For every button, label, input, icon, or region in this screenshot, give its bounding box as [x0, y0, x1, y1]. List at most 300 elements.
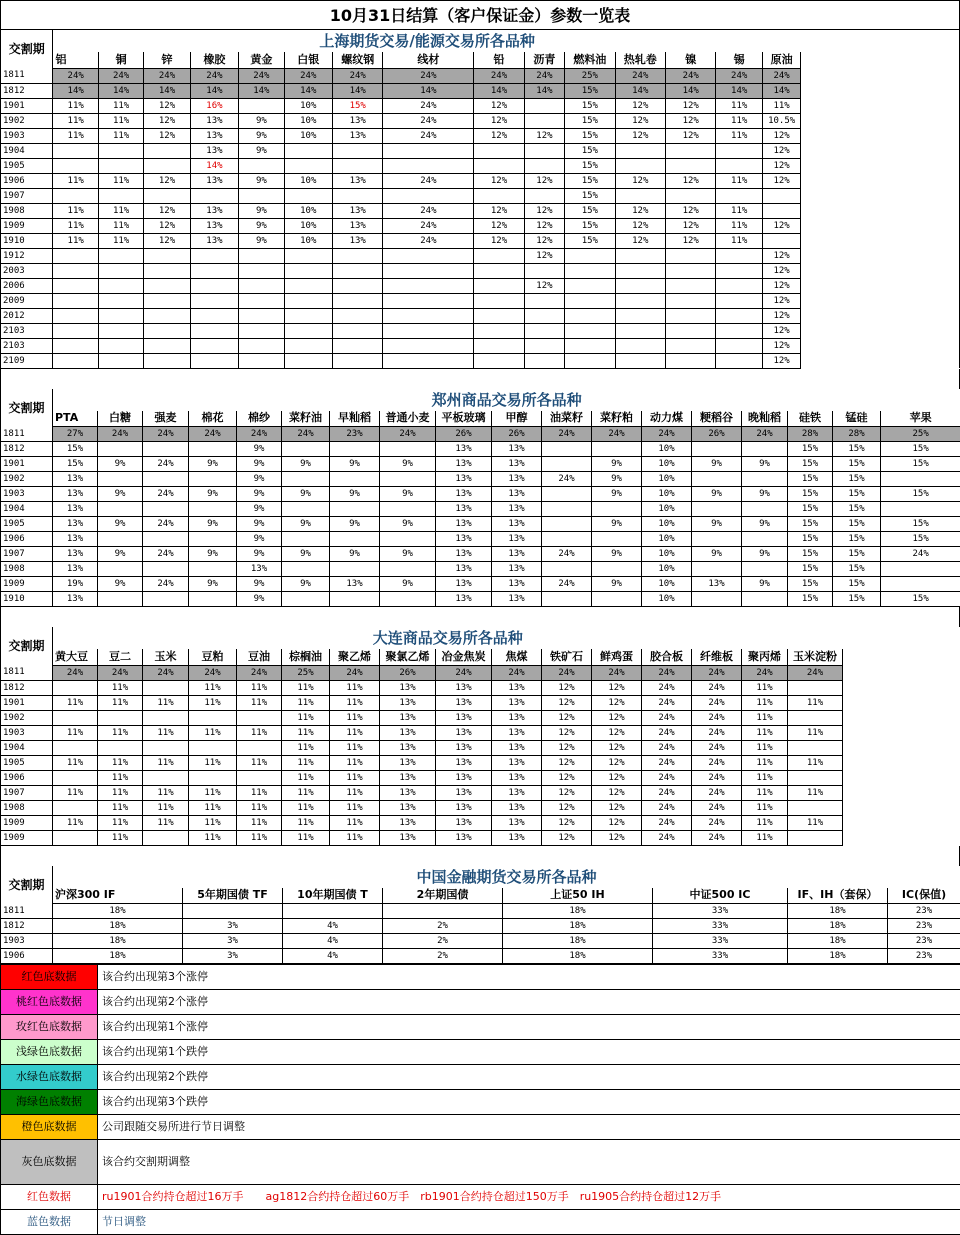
- shfe-col-header: 铅: [474, 52, 524, 68]
- margin-cell: 13%: [436, 577, 492, 592]
- margin-cell: 12%: [144, 203, 190, 218]
- period-cell: 1905: [1, 517, 53, 532]
- margin-cell: 13%: [492, 562, 542, 577]
- margin-cell: 13%: [492, 830, 542, 845]
- margin-cell: 12%: [474, 98, 524, 113]
- margin-cell: 24%: [788, 665, 843, 680]
- margin-cell: 33%: [653, 949, 788, 964]
- margin-cell: 15%: [881, 442, 960, 457]
- margin-cell: 24%: [383, 203, 474, 218]
- margin-cell: 12%: [474, 203, 524, 218]
- margin-cell: [380, 472, 436, 487]
- cffex-table: [0, 866, 960, 965]
- period-cell: 1907: [1, 188, 53, 203]
- margin-cell: [716, 338, 762, 353]
- margin-cell: [383, 188, 474, 203]
- margin-cell: 9%: [282, 547, 330, 562]
- margin-cell: 11%: [189, 725, 237, 740]
- margin-cell: [53, 308, 98, 323]
- margin-cell: [239, 293, 284, 308]
- table-row: [1, 203, 960, 218]
- legend-row: [1, 965, 960, 990]
- margin-cell: 13%: [190, 173, 238, 188]
- table-row: [1, 517, 960, 532]
- margin-cell: 12%: [762, 323, 800, 338]
- margin-cell: 24%: [692, 785, 742, 800]
- margin-cell: [98, 143, 143, 158]
- margin-cell: 24%: [98, 427, 143, 442]
- margin-cell: [592, 442, 642, 457]
- margin-cell: [524, 353, 564, 368]
- margin-cell: [565, 353, 615, 368]
- margin-cell: 11%: [98, 128, 143, 143]
- period-cell: 1902: [1, 113, 53, 128]
- margin-cell: 24%: [239, 68, 284, 83]
- margin-cell: [383, 904, 503, 919]
- margin-cell: [282, 532, 330, 547]
- shfe-col-header: 镍: [666, 52, 716, 68]
- margin-cell: 24%: [383, 218, 474, 233]
- margin-cell: [333, 293, 383, 308]
- margin-cell: 33%: [653, 934, 788, 949]
- margin-cell: [333, 158, 383, 173]
- period-cell: 1811: [1, 427, 53, 442]
- margin-cell: 11%: [143, 815, 189, 830]
- margin-cell: 11%: [282, 755, 330, 770]
- czce-header-row: [1, 411, 960, 427]
- margin-cell: [383, 158, 474, 173]
- margin-cell: 10%: [642, 577, 692, 592]
- dce-col-header: 铁矿石: [542, 649, 592, 665]
- margin-cell: 9%: [189, 547, 237, 562]
- margin-cell: [98, 248, 143, 263]
- margin-cell: 18%: [53, 904, 183, 919]
- period-cell: 1812: [1, 680, 53, 695]
- margin-cell: 9%: [237, 457, 282, 472]
- margin-cell: [742, 442, 788, 457]
- margin-cell: [333, 323, 383, 338]
- cffex-col-header: 10年期国债 T: [283, 888, 383, 904]
- margin-cell: [692, 472, 742, 487]
- margin-cell: [524, 158, 564, 173]
- margin-cell: [474, 143, 524, 158]
- period-cell: 1906: [1, 949, 53, 964]
- margin-cell: 11%: [282, 770, 330, 785]
- margin-cell: 13%: [380, 695, 436, 710]
- margin-cell: 13%: [436, 442, 492, 457]
- margin-cell: [53, 278, 98, 293]
- margin-cell: 24%: [333, 68, 383, 83]
- margin-cell: 24%: [380, 427, 436, 442]
- margin-cell: 13%: [53, 517, 98, 532]
- czce-title: 郑州商品交易所各品种: [53, 389, 960, 411]
- margin-cell: 14%: [53, 83, 98, 98]
- dce-col-header: 玉米淀粉: [788, 649, 843, 665]
- margin-cell: [742, 532, 788, 547]
- dce-header-row: [1, 649, 960, 665]
- margin-cell: 13%: [492, 577, 542, 592]
- period-cell: 1908: [1, 562, 53, 577]
- margin-cell: [474, 263, 524, 278]
- margin-cell: 15%: [333, 98, 383, 113]
- margin-cell: 24%: [189, 427, 237, 442]
- margin-cell: 10%: [284, 218, 332, 233]
- legend-row: [1, 1040, 960, 1065]
- section-gap: [0, 369, 960, 389]
- margin-cell: 13%: [330, 577, 380, 592]
- margin-cell: 11%: [742, 815, 788, 830]
- margin-cell: [565, 293, 615, 308]
- margin-cell: 19%: [53, 577, 98, 592]
- margin-cell: 24%: [615, 68, 665, 83]
- margin-cell: [144, 188, 190, 203]
- margin-cell: 11%: [330, 710, 380, 725]
- margin-cell: 12%: [592, 800, 642, 815]
- table-row: [1, 830, 960, 845]
- margin-cell: 9%: [330, 517, 380, 532]
- margin-cell: 24%: [143, 577, 189, 592]
- margin-cell: [383, 293, 474, 308]
- margin-cell: 24%: [642, 740, 692, 755]
- margin-cell: [716, 293, 762, 308]
- margin-cell: 12%: [762, 158, 800, 173]
- margin-cell: [330, 472, 380, 487]
- margin-cell: 9%: [239, 218, 284, 233]
- margin-cell: 4%: [283, 949, 383, 964]
- margin-cell: 24%: [642, 800, 692, 815]
- margin-cell: 4%: [283, 934, 383, 949]
- margin-cell: 11%: [53, 113, 98, 128]
- margin-cell: 14%: [716, 83, 762, 98]
- margin-cell: 13%: [190, 218, 238, 233]
- margin-cell: [53, 143, 98, 158]
- margin-cell: [53, 353, 98, 368]
- margin-cell: 13%: [436, 695, 492, 710]
- margin-cell: 15%: [53, 457, 98, 472]
- period-cell: 2009: [1, 293, 53, 308]
- margin-cell: 11%: [143, 725, 189, 740]
- dce-col-header: 聚氯乙烯: [380, 649, 436, 665]
- margin-cell: 26%: [380, 665, 436, 680]
- margin-cell: [98, 263, 143, 278]
- margin-cell: 11%: [189, 800, 237, 815]
- table-row: [1, 665, 960, 680]
- margin-cell: 12%: [542, 770, 592, 785]
- margin-cell: 9%: [239, 173, 284, 188]
- legend-swatch: 海绿色底数据: [1, 1090, 98, 1115]
- period-cell: 1903: [1, 487, 53, 502]
- margin-cell: [284, 338, 332, 353]
- legend-table: [0, 964, 960, 1235]
- margin-cell: [53, 188, 98, 203]
- margin-cell: 24%: [692, 830, 742, 845]
- margin-cell: [716, 278, 762, 293]
- margin-cell: [380, 592, 436, 607]
- margin-cell: [143, 740, 189, 755]
- margin-cell: [284, 353, 332, 368]
- margin-cell: 15%: [53, 442, 98, 457]
- margin-cell: [615, 248, 665, 263]
- margin-cell: 9%: [592, 487, 642, 502]
- legend-description: 该合约出现第2个跌停: [98, 1065, 960, 1090]
- margin-cell: 13%: [492, 680, 542, 695]
- period-cell: 1907: [1, 785, 53, 800]
- margin-cell: 12%: [666, 218, 716, 233]
- legend-description: ru1901合约持仓超过16万手 ag1812合约持仓超过60万手 rb1901合约持仓超过150万手 ru1905合约持仓超过12万手: [98, 1185, 960, 1210]
- margin-cell: 11%: [330, 785, 380, 800]
- dce-col-header: 纤维板: [692, 649, 742, 665]
- margin-cell: [383, 338, 474, 353]
- period-cell: 1812: [1, 442, 53, 457]
- shfe-title: 上海期货交易/能源交易所各品种: [53, 30, 801, 52]
- margin-cell: [333, 263, 383, 278]
- margin-cell: 11%: [53, 725, 98, 740]
- margin-cell: 24%: [716, 68, 762, 83]
- margin-cell: [716, 323, 762, 338]
- czce-col-header: 苹果: [881, 411, 960, 427]
- margin-cell: 12%: [542, 800, 592, 815]
- margin-cell: [98, 472, 143, 487]
- margin-cell: 12%: [524, 203, 564, 218]
- margin-cell: 11%: [143, 800, 189, 815]
- margin-cell: [762, 188, 800, 203]
- margin-cell: [716, 188, 762, 203]
- margin-cell: 15%: [881, 592, 960, 607]
- margin-cell: 24%: [383, 128, 474, 143]
- margin-cell: 12%: [144, 173, 190, 188]
- margin-cell: [565, 323, 615, 338]
- margin-cell: 13%: [333, 113, 383, 128]
- table-row: [1, 143, 960, 158]
- margin-cell: 9%: [237, 487, 282, 502]
- margin-cell: 2%: [383, 934, 503, 949]
- legend-row: [1, 1115, 960, 1140]
- margin-cell: 13%: [53, 472, 98, 487]
- margin-cell: [143, 532, 189, 547]
- margin-cell: 13%: [436, 785, 492, 800]
- margin-cell: 12%: [524, 248, 564, 263]
- margin-cell: 24%: [692, 695, 742, 710]
- margin-cell: [565, 338, 615, 353]
- period-cell: 1907: [1, 547, 53, 562]
- margin-cell: 11%: [53, 785, 98, 800]
- legend-row: [1, 1065, 960, 1090]
- margin-cell: [239, 188, 284, 203]
- margin-cell: 13%: [53, 487, 98, 502]
- margin-cell: 11%: [237, 785, 282, 800]
- margin-cell: [666, 308, 716, 323]
- margin-cell: 13%: [436, 800, 492, 815]
- margin-cell: 11%: [330, 800, 380, 815]
- period-cell: 1910: [1, 233, 53, 248]
- margin-cell: 10%: [642, 562, 692, 577]
- margin-cell: [542, 532, 592, 547]
- margin-cell: [333, 308, 383, 323]
- margin-cell: [592, 532, 642, 547]
- margin-cell: 13%: [492, 442, 542, 457]
- margin-cell: [666, 143, 716, 158]
- margin-cell: [524, 308, 564, 323]
- margin-cell: [143, 680, 189, 695]
- margin-cell: 10%: [642, 547, 692, 562]
- margin-cell: 13%: [53, 562, 98, 577]
- legend-swatch: 橙色底数据: [1, 1115, 98, 1140]
- cffex-col-header: 中证500 IC: [653, 888, 788, 904]
- margin-cell: [53, 680, 98, 695]
- period-header: 交割期: [1, 866, 53, 904]
- margin-cell: 9%: [380, 577, 436, 592]
- margin-cell: 15%: [833, 517, 881, 532]
- margin-cell: 24%: [742, 665, 788, 680]
- margin-cell: 24%: [666, 68, 716, 83]
- margin-cell: [53, 338, 98, 353]
- period-cell: 1903: [1, 725, 53, 740]
- margin-cell: [788, 770, 843, 785]
- period-cell: 2103: [1, 323, 53, 338]
- margin-cell: 4%: [283, 919, 383, 934]
- margin-cell: 12%: [144, 128, 190, 143]
- margin-cell: [143, 472, 189, 487]
- margin-cell: 15%: [788, 547, 833, 562]
- margin-cell: 13%: [492, 547, 542, 562]
- margin-cell: 11%: [716, 173, 762, 188]
- margin-cell: 12%: [666, 98, 716, 113]
- margin-cell: [524, 338, 564, 353]
- period-cell: 1812: [1, 83, 53, 98]
- margin-cell: 18%: [503, 949, 653, 964]
- table-row: [1, 487, 960, 502]
- margin-cell: 14%: [524, 83, 564, 98]
- legend-swatch: 红色数据: [1, 1185, 98, 1210]
- dce-col-header: 冶金焦炭: [436, 649, 492, 665]
- margin-cell: [183, 904, 283, 919]
- margin-cell: 9%: [282, 487, 330, 502]
- table-row: [1, 158, 960, 173]
- period-cell: 1912: [1, 248, 53, 263]
- margin-cell: 24%: [143, 547, 189, 562]
- margin-cell: 12%: [762, 143, 800, 158]
- margin-cell: [881, 502, 960, 517]
- legend-swatch: 浅绿色底数据: [1, 1040, 98, 1065]
- margin-cell: [383, 353, 474, 368]
- cffex-col-header: 上证50 IH: [503, 888, 653, 904]
- margin-cell: 13%: [492, 815, 542, 830]
- margin-cell: 24%: [692, 815, 742, 830]
- margin-cell: [189, 710, 237, 725]
- margin-cell: 3%: [183, 919, 283, 934]
- margin-cell: 9%: [282, 457, 330, 472]
- margin-cell: 24%: [542, 665, 592, 680]
- table-row: [1, 248, 960, 263]
- margin-cell: 24%: [383, 113, 474, 128]
- margin-cell: 13%: [333, 218, 383, 233]
- margin-cell: 15%: [788, 592, 833, 607]
- margin-cell: 12%: [524, 173, 564, 188]
- table-row: [1, 338, 960, 353]
- margin-cell: [524, 98, 564, 113]
- margin-cell: [333, 188, 383, 203]
- czce-col-header: 油菜籽: [542, 411, 592, 427]
- margin-cell: 12%: [144, 113, 190, 128]
- margin-cell: [284, 143, 332, 158]
- period-cell: 1906: [1, 173, 53, 188]
- table-row: [1, 577, 960, 592]
- czce-col-header: 动力煤: [642, 411, 692, 427]
- margin-cell: 9%: [98, 547, 143, 562]
- margin-cell: 13%: [492, 517, 542, 532]
- margin-cell: 15%: [788, 517, 833, 532]
- margin-cell: 23%: [330, 427, 380, 442]
- margin-cell: [190, 308, 238, 323]
- margin-cell: [190, 248, 238, 263]
- margin-cell: 10%: [642, 502, 692, 517]
- margin-cell: 9%: [239, 113, 284, 128]
- margin-cell: [692, 562, 742, 577]
- czce-col-header: 锰硅: [833, 411, 881, 427]
- margin-cell: 12%: [615, 173, 665, 188]
- margin-cell: 12%: [542, 680, 592, 695]
- margin-cell: [474, 248, 524, 263]
- margin-cell: 10%: [284, 233, 332, 248]
- margin-cell: 11%: [237, 830, 282, 845]
- margin-cell: [592, 562, 642, 577]
- period-cell: 2012: [1, 308, 53, 323]
- margin-cell: [190, 278, 238, 293]
- cffex-col-header: 沪深300 IF: [53, 888, 183, 904]
- margin-cell: 11%: [143, 785, 189, 800]
- margin-cell: 14%: [762, 83, 800, 98]
- margin-cell: 13%: [380, 725, 436, 740]
- margin-cell: 12%: [474, 128, 524, 143]
- margin-cell: 12%: [615, 113, 665, 128]
- margin-cell: 18%: [53, 934, 183, 949]
- legend-row: [1, 1015, 960, 1040]
- table-row: [1, 532, 960, 547]
- czce-col-header: 白糖: [98, 411, 143, 427]
- margin-cell: 11%: [98, 173, 143, 188]
- margin-cell: 13%: [380, 770, 436, 785]
- margin-cell: 15%: [833, 592, 881, 607]
- margin-cell: [666, 278, 716, 293]
- margin-cell: 9%: [239, 233, 284, 248]
- margin-cell: 11%: [282, 785, 330, 800]
- margin-cell: [143, 502, 189, 517]
- margin-cell: 9%: [380, 517, 436, 532]
- margin-cell: 12%: [592, 710, 642, 725]
- period-cell: 1908: [1, 800, 53, 815]
- margin-cell: [143, 562, 189, 577]
- margin-cell: 13%: [436, 547, 492, 562]
- margin-cell: 24%: [692, 665, 742, 680]
- margin-cell: 18%: [53, 919, 183, 934]
- dce-col-header: 豆油: [237, 649, 282, 665]
- margin-cell: 11%: [53, 128, 98, 143]
- margin-cell: 13%: [333, 233, 383, 248]
- dce-col-header: 玉米: [143, 649, 189, 665]
- margin-cell: [144, 323, 190, 338]
- margin-cell: 12%: [762, 338, 800, 353]
- margin-cell: [788, 830, 843, 845]
- margin-cell: 9%: [692, 487, 742, 502]
- margin-cell: 13%: [380, 680, 436, 695]
- margin-cell: 10%: [642, 532, 692, 547]
- margin-cell: 13%: [380, 755, 436, 770]
- margin-cell: 12%: [762, 293, 800, 308]
- margin-cell: [542, 487, 592, 502]
- margin-cell: [239, 263, 284, 278]
- legend-row: [1, 990, 960, 1015]
- margin-cell: 15%: [833, 562, 881, 577]
